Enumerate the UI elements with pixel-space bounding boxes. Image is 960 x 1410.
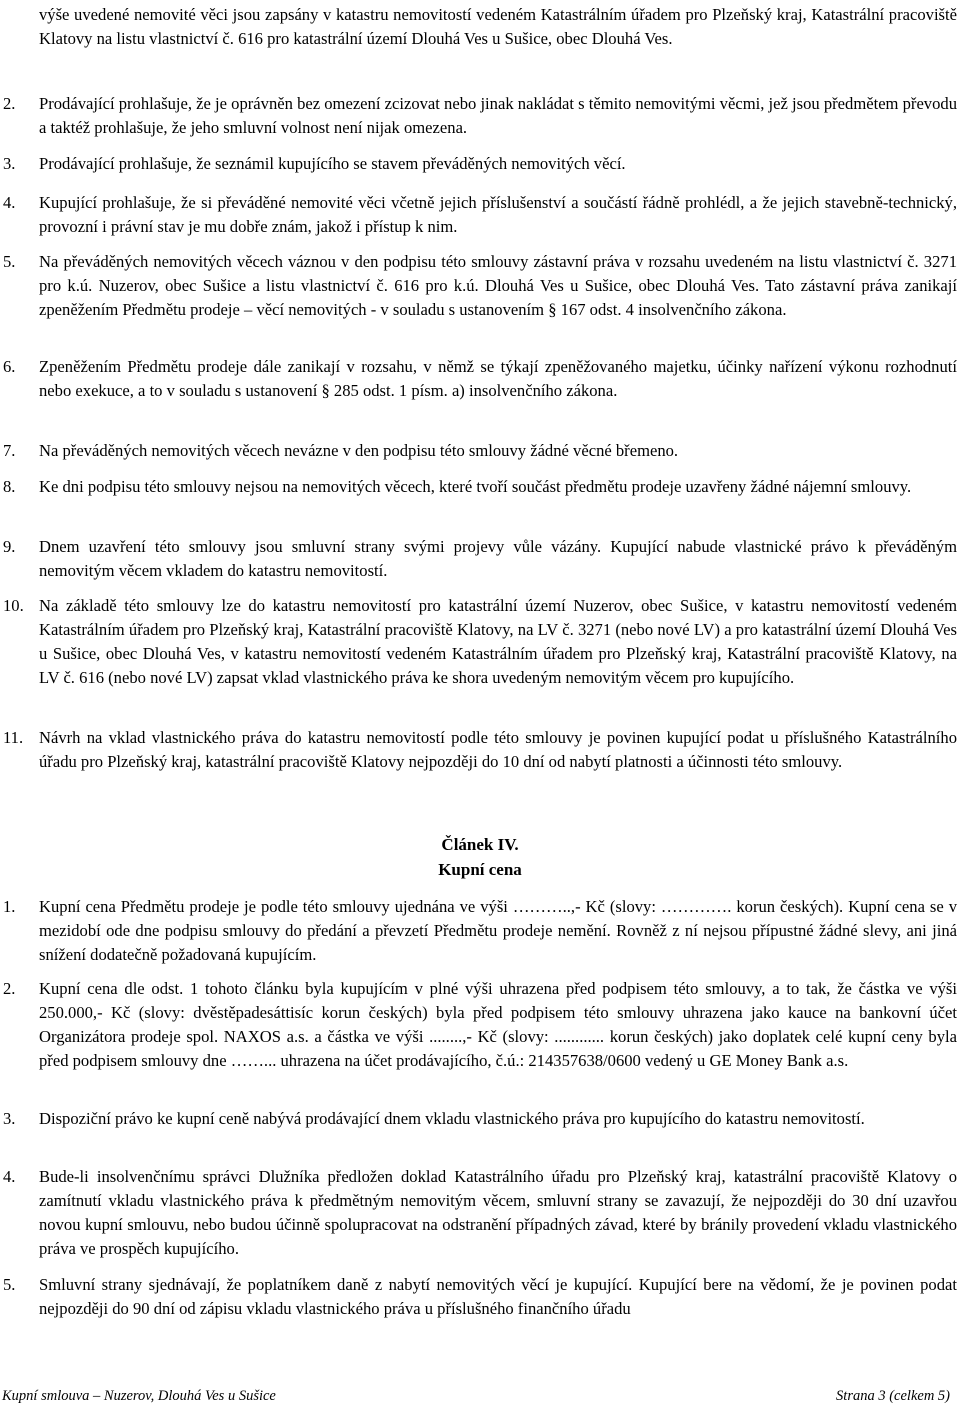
article-title: Kupní cena [438, 860, 522, 879]
item-text: Kupní cena Předmětu prodeje je podle této smlouvy ujednána ve výši ………..,- Kč (slovy: …………. korun českých). Kupní cena se v mezidobí ode dne podpisu smlouvy do předání a převzetí Předmětu prodeje nemění. Rovněž z ní nejsou přípustné žádné slevy, ani jiná snížení dodatečně požadovaná kupujícím. [39, 897, 957, 964]
item-text: Kupující prohlašuje, že si převáděné nemovité věci včetně jejich příslušenství a součástí řádně prohlédl, a že jejich stavebně-technický, provozní i právní stav je mu dobře znám, jakož i přístup k nim. [39, 193, 957, 236]
section-item-9 [3, 535, 957, 583]
item-text: Ke dni podpisu této smlouvy nejsou na nemovitých věcech, které tvoří součást předmětu prodeje uzavřeny žádné nájemní smlouvy. [39, 477, 912, 496]
section-item-10 [3, 594, 957, 690]
item-number: 7. [3, 441, 16, 460]
item-number: 6. [3, 357, 16, 376]
item-number: 4. [3, 193, 16, 212]
intro-paragraph: výše uvedené nemovité věci jsou zapsány v katastru nemovitostí vedeném Katastrálním úřadem pro Plzeňský kraj, Katastrální pracoviště Klatovy na listu vlastnictví č. 616 pro katastrální území Dlouhá Ves u Sušice, obec Dlouhá Ves. [39, 5, 957, 48]
item-number: 10. [3, 596, 24, 615]
item-text: Na převáděných nemovitých věcech váznou v den podpisu této smlouvy zástavní práva v rozsahu uvedeném na listu vlastnictví č. 3271 pro k.ú. Nuzerov, obec Sušice a listu vlastnictví č. 616 pro k.ú. Dlouhá Ves u Sušice, obec Dlouhá Ves. Tato zástavní práva zanikají zpeněžením Předmětu prodeje – věcí nemovitých - v souladu s ustanovením § 167 odst. 4 insolvenčního zákona. [39, 252, 957, 319]
item-text: Dispoziční právo ke kupní ceně nabývá prodávající dnem vkladu vlastnického práva pro kupujícího do katastru nemovitostí. [39, 1109, 865, 1128]
item-text: Na základě této smlouvy lze do katastru nemovitostí pro katastrální území Nuzerov, obec Sušice, v katastru nemovitostí vedeném Katastrálním úřadem pro Plzeňský kraj, Katastrální pracoviště Klatovy, na LV č. 3271 (nebo nové LV) a pro katastrální území Dlouhá Ves u Sušice, obec Dlouhá Ves, v katastru nemovitostí vedeném Katastrálním úřadem pro Plzeňský kraj, Katastrální pracoviště Klatovy, na LV č. 616 (nebo nové LV) zapsat vklad vlastnického práva ke shora uvedeným nemovitým věcem pro kupujícího. [39, 596, 957, 687]
item-number: 1. [3, 897, 16, 916]
item-number: 8. [3, 477, 16, 496]
article-item-5 [3, 1273, 957, 1321]
item-number: 9. [3, 537, 16, 556]
article-item-1 [3, 895, 957, 967]
section-item-11 [3, 726, 957, 774]
item-text: Smluvní strany sjednávají, že poplatníkem daně z nabytí nemovitých věcí je kupující. Kupující bere na vědomí, že je povinen podat nejpozději do 90 dní od zápisu vkladu vlastnického práva u příslušného finančního úřadu [39, 1275, 957, 1318]
article-number: Článek IV. [441, 835, 519, 854]
item-text: Dnem uzavření této smlouvy jsou smluvní strany svými projevy vůle vázány. Kupující nabude vlastnické právo k převáděným nemovitým věcem vkladem do katastru nemovitostí. [39, 537, 957, 580]
item-number: 3. [3, 1109, 16, 1128]
section-item-5 [3, 250, 957, 322]
item-text: Prodávající prohlašuje, že je oprávněn bez omezení zcizovat nebo jinak nakládat s těmito nemovitými věcmi, jež jsou předmětem převodu a taktéž prohlašuje, že jeho smluvní volnost není nijak omezena. [39, 94, 957, 137]
article-item-2 [3, 977, 957, 1073]
item-number: 2. [3, 979, 16, 998]
article-item-3 [3, 1107, 957, 1131]
footer-title: Kupní smlouva – Nuzerov, Dlouhá Ves u Sušice [2, 1388, 276, 1404]
section-item-4 [3, 191, 957, 239]
item-text: Prodávající prohlašuje, že seznámil kupujícího se stavem převáděných nemovitých věcí. [39, 154, 626, 173]
section-item-6 [3, 355, 957, 403]
section-item-8 [3, 475, 957, 499]
footer-page-number: Strana 3 (celkem 5) [836, 1388, 950, 1404]
section-item-7 [3, 439, 957, 463]
article-item-4 [3, 1165, 957, 1261]
item-text: Návrh na vklad vlastnického práva do katastru nemovitostí podle této smlouvy je povinen kupující podat u příslušného Katastrálního úřadu pro Plzeňský kraj, katastrální pracoviště Klatovy nejpozději do 10 dní od nabytí platnosti a účinnosti této smlouvy. [39, 728, 957, 771]
item-number: 5. [3, 1275, 16, 1294]
item-number: 5. [3, 252, 16, 271]
item-number: 4. [3, 1167, 16, 1186]
item-text: Kupní cena dle odst. 1 tohoto článku byla kupujícím v plné výši uhrazena před podpisem této smlouvy, a to tak, že částka ve výši 250.000,- Kč (slovy: dvěstěpadesáttisíc korun českých) byla před podpisem této smlouvy uhrazena jako kauce na bankovní účet Organizátora prodeje spol. NAXOS a.s. a částka ve výši ........,- Kč (slovy: ............ korun českých) jako doplatek celé kupní ceny byla před podpisem smlouvy dne ……... uhrazena na účet prodávajícího, č.ú.: 214357638/0600 vedený u GE Money Bank a.s. [39, 979, 957, 1070]
item-number: 2. [3, 94, 16, 113]
section-item-3 [3, 152, 957, 176]
item-number: 3. [3, 154, 16, 173]
item-text: Bude-li insolvenčnímu správci Dlužníka předložen doklad Katastrálního úřadu pro Plzeňský kraj, katastrální pracoviště Klatovy o zamítnutí vkladu vlastnického práva k předmětným nemovitým věcem, smluvní strany se zavazují, že nejpozději do 30 dní uzavřou novou kupní smlouvu, nebo budou účinně spolupracovat na odstranění případných závad, které by bránily provedení vkladu vlastnického práva ve prospěch kupujícího. [39, 1167, 957, 1258]
item-number: 11. [3, 728, 24, 747]
item-text: Na převáděných nemovitých věcech nevázne v den podpisu této smlouvy žádné věcné břemeno. [39, 441, 679, 460]
item-text: Zpeněžením Předmětu prodeje dále zanikají v rozsahu, v němž se týkají zpeněžovaného majetku, účinky nařízení výkonu rozhodnutí nebo exekuce, a to v souladu s ustanovení § 285 odst. 1 písm. a) insolvenčního zákona. [39, 357, 957, 400]
section-item-2 [3, 92, 957, 140]
